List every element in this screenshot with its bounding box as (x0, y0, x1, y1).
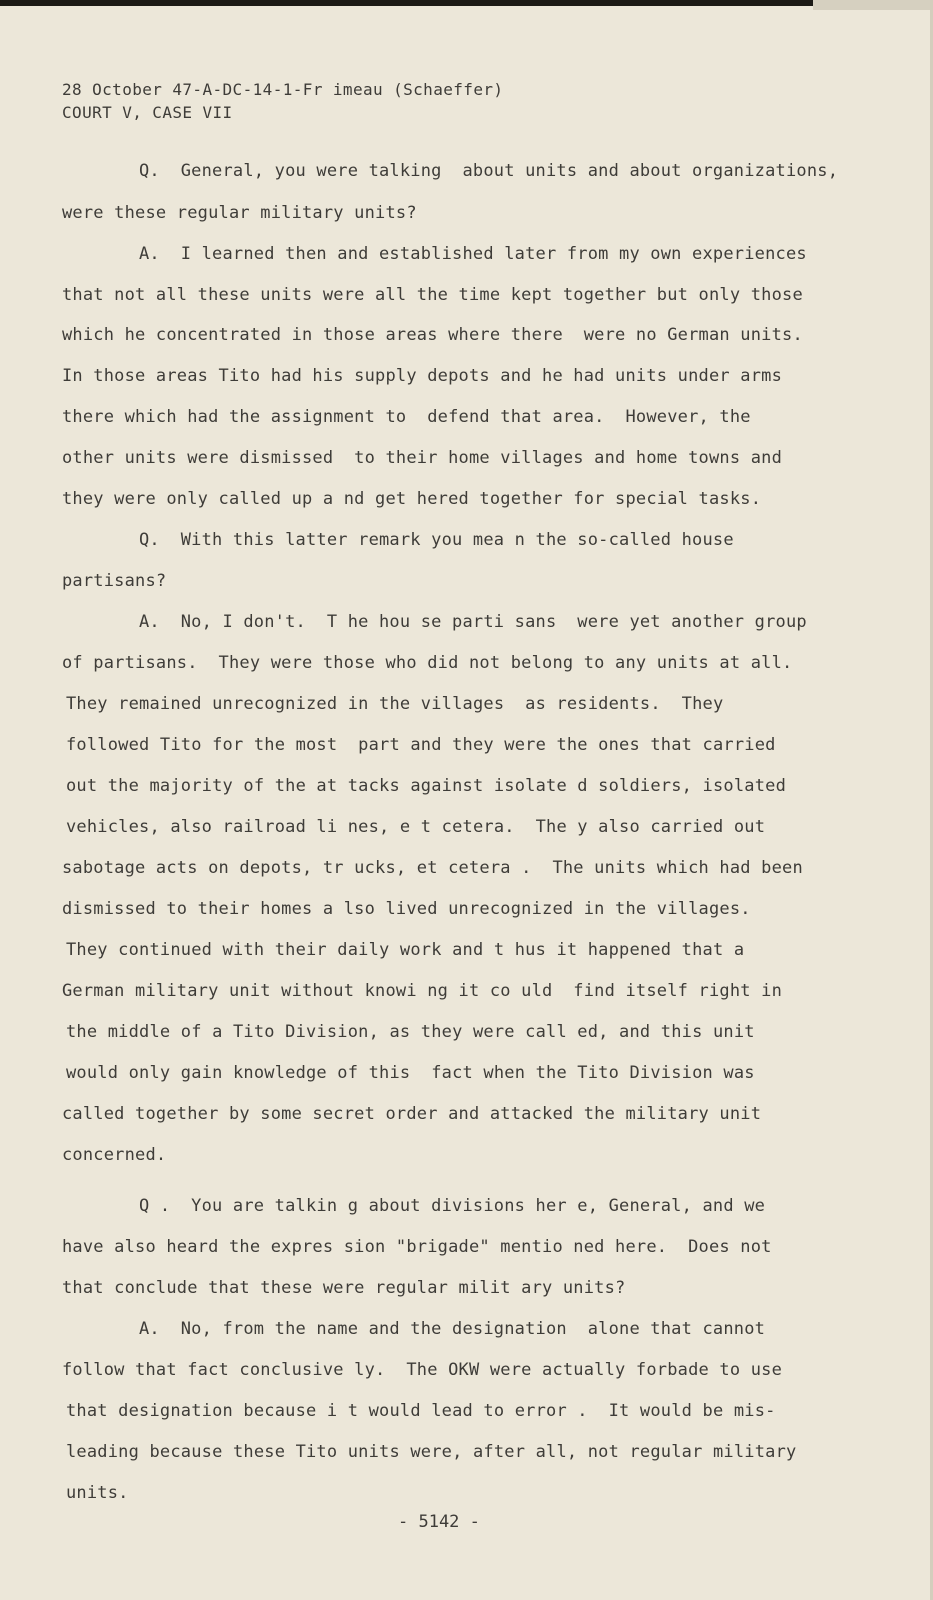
text-line: that conclude that these were regular milit ary units? (62, 1278, 626, 1298)
text-line: of partisans. They were those who did not belong to any units at all. (62, 653, 793, 673)
header-line-1: 28 October 47-A-DC-14-1-Fr imeau (Schaeffer) (62, 80, 504, 99)
text-line: partisans? (62, 571, 167, 591)
page-top-right-edge (813, 0, 933, 10)
text-line: which he concentrated in those areas where there were no German units. (62, 325, 803, 345)
text-line: sabotage acts on depots, tr ucks, et cetera . The units which had been (62, 858, 803, 878)
text-line: A. No, I don't. T he hou se parti sans were yet another group (139, 612, 807, 632)
text-line: other units were dismissed to their home villages and home towns and (62, 448, 783, 468)
text-line: the middle of a Tito Division, as they were call ed, and this unit (66, 1022, 755, 1042)
text-line: dismissed to their homes a lso lived unrecognized in the villages. (62, 899, 751, 919)
text-line: concerned. (62, 1145, 167, 1165)
page-number: - 5142 - (398, 1512, 480, 1532)
text-line: Q. With this latter remark you mea n the so-called house (139, 530, 734, 550)
text-line: were these regular military units? (62, 203, 417, 223)
text-line: followed Tito for the most part and they were the ones that carried (66, 735, 776, 755)
text-line: that not all these units were all the time kept together but only those (62, 285, 803, 305)
text-line: that designation because i t would lead to error . It would be mis- (66, 1401, 776, 1421)
text-line: they were only called up a nd get hered together for special tasks. (62, 489, 762, 509)
text-line: there which had the assignment to defend that area. However, the (62, 407, 751, 427)
header-line-2: COURT V, CASE VII (62, 103, 233, 122)
text-line: They remained unrecognized in the villages as residents. They (66, 694, 724, 714)
text-line: A. No, from the name and the designation alone that cannot (139, 1319, 766, 1339)
text-line: follow that fact conclusive ly. The OKW were actually forbade to use (62, 1360, 783, 1380)
text-line: Q. General, you were talking about units and about organizations, (139, 161, 839, 181)
text-line: would only gain knowledge of this fact when the Tito Division was (66, 1063, 755, 1083)
text-line: leading because these Tito units were, after all, not regular military (66, 1442, 797, 1462)
text-line: A. I learned then and established later from my own experiences (139, 244, 807, 264)
page-top-edge (0, 0, 933, 6)
text-line: units. (66, 1483, 129, 1503)
text-line: German military unit without knowi ng it co uld find itself right in (62, 981, 783, 1001)
text-line: In those areas Tito had his supply depots and he had units under arms (62, 366, 783, 386)
text-line: called together by some secret order and attacked the military unit (62, 1104, 762, 1124)
text-line: vehicles, also railroad li nes, e t cetera. The y also carried out (66, 817, 766, 837)
text-line: Q . You are talkin g about divisions her e, General, and we (139, 1196, 766, 1216)
text-line: They continued with their daily work and t hus it happened that a (66, 940, 745, 960)
text-line: out the majority of the at tacks against isolate d soldiers, isolated (66, 776, 787, 796)
text-line: have also heard the expres sion "brigade" mentio ned here. Does not (62, 1237, 772, 1257)
